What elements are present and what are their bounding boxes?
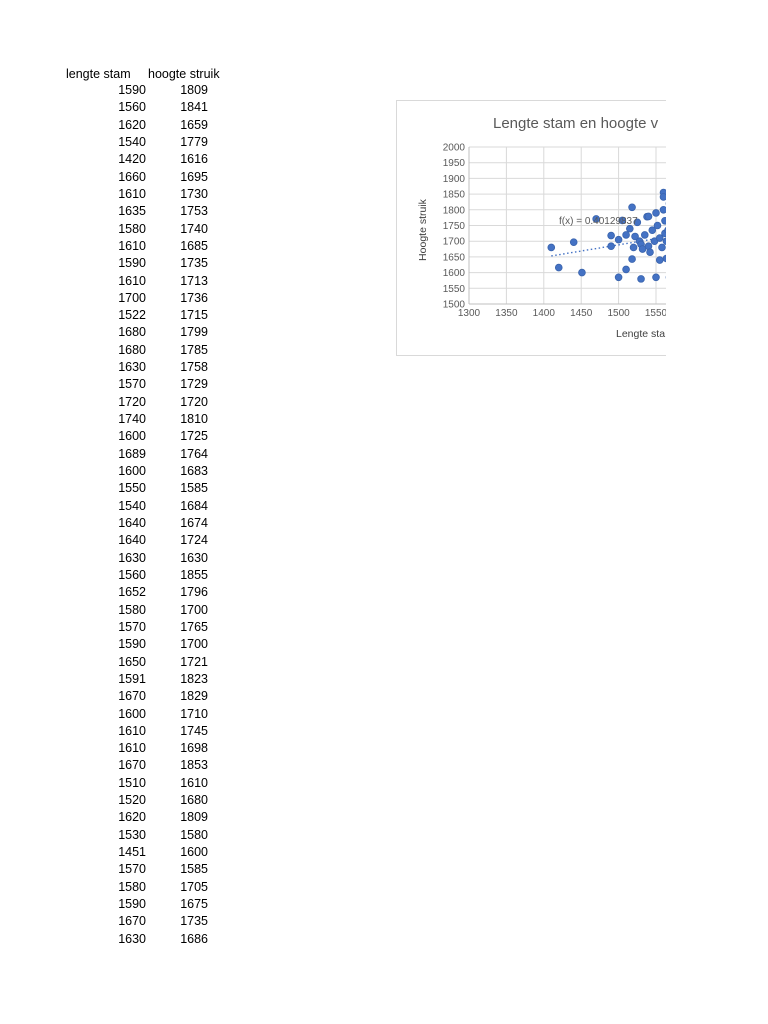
cell-hoogte-struik[interactable]: 1765 xyxy=(180,619,208,634)
table-row xyxy=(0,775,240,792)
cell-lengte-stam[interactable]: 1620 xyxy=(118,810,146,825)
data-point xyxy=(608,243,615,250)
cell-lengte-stam[interactable]: 1610 xyxy=(118,741,146,756)
table-row xyxy=(0,827,240,844)
table-row xyxy=(0,99,240,116)
cell-hoogte-struik[interactable]: 1585 xyxy=(180,481,208,496)
table-row xyxy=(0,169,240,186)
x-tick-label: 1550 xyxy=(644,308,668,319)
y-tick-label: 1950 xyxy=(442,158,465,170)
cell-hoogte-struik[interactable]: 1753 xyxy=(180,204,208,219)
cell-lengte-stam[interactable]: 1591 xyxy=(118,671,146,686)
cell-lengte-stam[interactable]: 1700 xyxy=(118,290,146,305)
cell-hoogte-struik[interactable]: 1700 xyxy=(180,602,208,617)
table-row xyxy=(0,290,240,307)
cell-lengte-stam[interactable]: 1600 xyxy=(118,429,146,444)
cell-lengte-stam[interactable]: 1610 xyxy=(118,273,146,288)
column-header-lengte-stam[interactable]: lengte stam xyxy=(66,67,131,81)
cell-hoogte-struik[interactable]: 1630 xyxy=(180,550,208,565)
cell-hoogte-struik[interactable]: 1809 xyxy=(180,83,208,97)
column-header-hoogte-struik[interactable]: hoogte struik xyxy=(148,67,220,81)
cell-lengte-stam[interactable]: 1640 xyxy=(118,533,146,548)
x-tick-label: 1500 xyxy=(607,308,630,319)
table-row xyxy=(0,342,240,359)
table-row xyxy=(0,654,240,671)
table-row xyxy=(0,688,240,705)
cell-hoogte-struik[interactable]: 1684 xyxy=(180,498,208,513)
y-tick-label: 1900 xyxy=(442,173,465,185)
table-row xyxy=(0,809,240,826)
data-point xyxy=(579,269,586,276)
cell-hoogte-struik[interactable]: 1810 xyxy=(180,412,208,427)
table-row xyxy=(0,636,240,653)
cell-hoogte-struik[interactable]: 1855 xyxy=(180,567,208,582)
cell-hoogte-struik[interactable]: 1758 xyxy=(180,360,208,375)
table-row xyxy=(0,706,240,723)
cell-hoogte-struik[interactable]: 1713 xyxy=(180,273,208,288)
table-row xyxy=(0,273,240,290)
data-point xyxy=(654,222,661,229)
cell-lengte-stam[interactable]: 1580 xyxy=(118,879,146,894)
data-point xyxy=(663,238,666,245)
cell-lengte-stam[interactable]: 1620 xyxy=(118,117,146,132)
table-row xyxy=(0,723,240,740)
cell-hoogte-struik[interactable]: 1683 xyxy=(180,464,208,479)
cell-hoogte-struik[interactable]: 1680 xyxy=(180,793,208,808)
cell-lengte-stam[interactable]: 1720 xyxy=(118,394,146,409)
cell-lengte-stam[interactable]: 1610 xyxy=(118,238,146,253)
cell-lengte-stam[interactable]: 1590 xyxy=(118,897,146,912)
table-row xyxy=(0,394,240,411)
table-row xyxy=(0,879,240,896)
table-row xyxy=(0,428,240,445)
cell-lengte-stam[interactable]: 1570 xyxy=(118,619,146,634)
table-row xyxy=(0,584,240,601)
table-row xyxy=(0,221,240,238)
cell-lengte-stam[interactable]: 1510 xyxy=(118,775,146,790)
cell-lengte-stam[interactable]: 1670 xyxy=(118,758,146,773)
data-point xyxy=(615,274,622,281)
cell-lengte-stam[interactable]: 1540 xyxy=(118,134,146,149)
cell-lengte-stam[interactable]: 1600 xyxy=(118,706,146,721)
table-row xyxy=(0,619,240,636)
cell-hoogte-struik[interactable]: 1736 xyxy=(180,290,208,305)
data-point xyxy=(656,257,663,264)
y-tick-label: 2000 xyxy=(442,142,465,154)
cell-hoogte-struik[interactable]: 1616 xyxy=(180,152,208,167)
cell-lengte-stam[interactable]: 1560 xyxy=(118,567,146,582)
cell-hoogte-struik[interactable]: 1740 xyxy=(180,221,208,236)
cell-lengte-stam[interactable]: 1740 xyxy=(118,412,146,427)
cell-lengte-stam[interactable]: 1420 xyxy=(118,152,146,167)
cell-hoogte-struik[interactable]: 1610 xyxy=(180,775,208,790)
data-point xyxy=(663,255,666,262)
cell-hoogte-struik[interactable]: 1796 xyxy=(180,585,208,600)
cell-lengte-stam[interactable]: 1451 xyxy=(118,845,146,860)
cell-lengte-stam[interactable]: 1520 xyxy=(118,793,146,808)
data-point xyxy=(653,210,660,217)
table-row xyxy=(0,324,240,341)
cell-hoogte-struik[interactable]: 1715 xyxy=(180,308,208,323)
table-row xyxy=(0,480,240,497)
data-point xyxy=(653,274,660,281)
cell-hoogte-struik[interactable]: 1659 xyxy=(180,117,208,132)
cell-lengte-stam[interactable]: 1650 xyxy=(118,654,146,669)
y-tick-label: 1700 xyxy=(442,236,465,248)
y-tick-label: 1750 xyxy=(442,221,465,232)
cell-hoogte-struik[interactable]: 1725 xyxy=(180,429,208,444)
cell-hoogte-struik[interactable]: 1735 xyxy=(180,914,208,929)
cell-lengte-stam[interactable]: 1560 xyxy=(118,100,146,115)
cell-lengte-stam[interactable]: 1670 xyxy=(118,914,146,929)
data-point xyxy=(660,206,666,213)
cell-hoogte-struik[interactable]: 1720 xyxy=(180,394,208,409)
y-tick-label: 1500 xyxy=(442,299,465,311)
cell-lengte-stam[interactable]: 1630 xyxy=(118,360,146,375)
cell-hoogte-struik[interactable]: 1721 xyxy=(180,654,208,669)
data-point xyxy=(623,232,630,239)
table-row xyxy=(0,792,240,809)
table-row xyxy=(0,567,240,584)
table-row xyxy=(0,238,240,255)
data-point xyxy=(629,256,636,263)
table-row xyxy=(0,359,240,376)
cell-hoogte-struik[interactable]: 1685 xyxy=(180,238,208,253)
cell-lengte-stam[interactable]: 1660 xyxy=(118,169,146,184)
cell-lengte-stam[interactable]: 1689 xyxy=(118,446,146,461)
cell-lengte-stam[interactable]: 1590 xyxy=(118,83,146,97)
data-point xyxy=(608,232,615,239)
cell-hoogte-struik[interactable]: 1698 xyxy=(180,741,208,756)
x-tick-label: 1350 xyxy=(495,308,518,319)
cell-hoogte-struik[interactable]: 1779 xyxy=(180,134,208,149)
data-point xyxy=(662,217,666,224)
cell-hoogte-struik[interactable]: 1700 xyxy=(180,637,208,652)
table-row xyxy=(0,740,240,757)
table-row xyxy=(0,550,240,567)
cell-lengte-stam[interactable]: 1630 xyxy=(118,550,146,565)
data-point xyxy=(638,275,645,282)
y-tick-label: 1600 xyxy=(442,268,465,280)
cell-lengte-stam[interactable]: 1530 xyxy=(118,827,146,842)
cell-hoogte-struik[interactable]: 1823 xyxy=(180,671,208,686)
data-point xyxy=(630,244,637,251)
x-tick-label: 1450 xyxy=(570,308,593,319)
cell-hoogte-struik[interactable]: 1729 xyxy=(180,377,208,392)
table-row xyxy=(0,82,240,99)
cell-hoogte-struik[interactable]: 1585 xyxy=(180,862,208,877)
cell-hoogte-struik[interactable]: 1686 xyxy=(180,931,208,946)
chart-title: Lengte stam en hoogte v xyxy=(493,115,659,132)
x-tick-label: 1400 xyxy=(532,308,555,319)
chart-points xyxy=(548,189,666,282)
trendline-equation: f(x) = 0.40129837 xyxy=(559,216,638,227)
cell-lengte-stam[interactable]: 1570 xyxy=(118,377,146,392)
cell-hoogte-struik[interactable]: 1675 xyxy=(180,897,208,912)
table-row xyxy=(0,446,240,463)
table-row xyxy=(0,602,240,619)
cell-hoogte-struik[interactable]: 1764 xyxy=(180,446,208,461)
data-point xyxy=(555,264,562,271)
cell-lengte-stam[interactable]: 1630 xyxy=(118,931,146,946)
table-row xyxy=(0,255,240,272)
table-row xyxy=(0,307,240,324)
table-row xyxy=(0,532,240,549)
table-row xyxy=(0,896,240,913)
cell-lengte-stam[interactable]: 1522 xyxy=(118,308,146,323)
table-row xyxy=(0,498,240,515)
cell-hoogte-struik[interactable]: 1841 xyxy=(180,100,208,115)
table-row xyxy=(0,134,240,151)
cell-hoogte-struik[interactable]: 1674 xyxy=(180,516,208,530)
data-point xyxy=(659,244,666,251)
data-point xyxy=(623,266,630,273)
cell-lengte-stam[interactable]: 1680 xyxy=(118,342,146,357)
table-row xyxy=(0,151,240,168)
cell-lengte-stam[interactable]: 1652 xyxy=(118,585,146,600)
cell-lengte-stam[interactable]: 1600 xyxy=(118,464,146,479)
table-row xyxy=(0,913,240,930)
data-point xyxy=(548,244,555,251)
cell-lengte-stam[interactable]: 1590 xyxy=(118,256,146,271)
cell-hoogte-struik[interactable]: 1735 xyxy=(180,256,208,271)
cell-lengte-stam[interactable]: 1635 xyxy=(118,204,146,219)
table-row xyxy=(0,757,240,774)
y-tick-label: 1800 xyxy=(442,205,465,217)
data-point xyxy=(570,239,577,246)
cell-hoogte-struik[interactable]: 1730 xyxy=(180,186,208,201)
cell-hoogte-struik[interactable]: 1829 xyxy=(180,689,208,704)
data-point xyxy=(615,236,622,243)
cell-lengte-stam[interactable]: 1550 xyxy=(118,481,146,496)
table-row xyxy=(0,376,240,393)
table-row xyxy=(0,931,240,948)
cell-hoogte-struik[interactable]: 1724 xyxy=(180,533,208,548)
cell-lengte-stam[interactable]: 1680 xyxy=(118,325,146,340)
data-point xyxy=(629,204,636,211)
cell-lengte-stam[interactable]: 1590 xyxy=(118,637,146,652)
table-row xyxy=(0,671,240,688)
chart-plot xyxy=(396,100,666,358)
y-axis-title: Hoogte struik xyxy=(417,199,429,261)
cell-lengte-stam[interactable]: 1540 xyxy=(118,498,146,513)
cell-hoogte-struik[interactable]: 1695 xyxy=(180,169,208,184)
table-row xyxy=(0,515,240,532)
data-point xyxy=(641,232,648,239)
table-row xyxy=(0,186,240,203)
table-row xyxy=(0,411,240,428)
y-tick-label: 1650 xyxy=(442,252,465,264)
data-point xyxy=(660,194,666,201)
scatter-chart[interactable] xyxy=(396,100,666,358)
y-tick-label: 1550 xyxy=(442,283,465,295)
table-row xyxy=(0,861,240,878)
x-tick-label: 1300 xyxy=(457,308,481,319)
cell-hoogte-struik[interactable]: 1785 xyxy=(180,342,208,357)
cell-hoogte-struik[interactable]: 1799 xyxy=(180,325,208,340)
cell-hoogte-struik[interactable]: 1853 xyxy=(180,758,208,773)
x-axis-title: Lengte sta xyxy=(616,328,666,340)
table-row xyxy=(0,463,240,480)
cell-lengte-stam[interactable]: 1610 xyxy=(118,186,146,201)
cell-hoogte-struik[interactable]: 1580 xyxy=(180,827,208,842)
cell-lengte-stam[interactable]: 1640 xyxy=(118,516,146,530)
cell-lengte-stam[interactable]: 1670 xyxy=(118,689,146,704)
y-tick-label: 1850 xyxy=(442,189,465,201)
cell-lengte-stam[interactable]: 1570 xyxy=(118,862,146,877)
data-point xyxy=(647,249,654,256)
table-row xyxy=(0,203,240,220)
cell-hoogte-struik[interactable]: 1745 xyxy=(180,723,208,738)
cell-lengte-stam[interactable]: 1580 xyxy=(118,221,146,236)
cell-lengte-stam[interactable]: 1610 xyxy=(118,723,146,738)
table-row xyxy=(0,844,240,861)
cell-hoogte-struik[interactable]: 1600 xyxy=(180,845,208,860)
cell-hoogte-struik[interactable]: 1705 xyxy=(180,879,208,894)
data-point xyxy=(645,213,652,220)
cell-hoogte-struik[interactable]: 1809 xyxy=(180,810,208,825)
table-row xyxy=(0,117,240,134)
cell-hoogte-struik[interactable]: 1710 xyxy=(180,706,208,721)
cell-lengte-stam[interactable]: 1580 xyxy=(118,602,146,617)
